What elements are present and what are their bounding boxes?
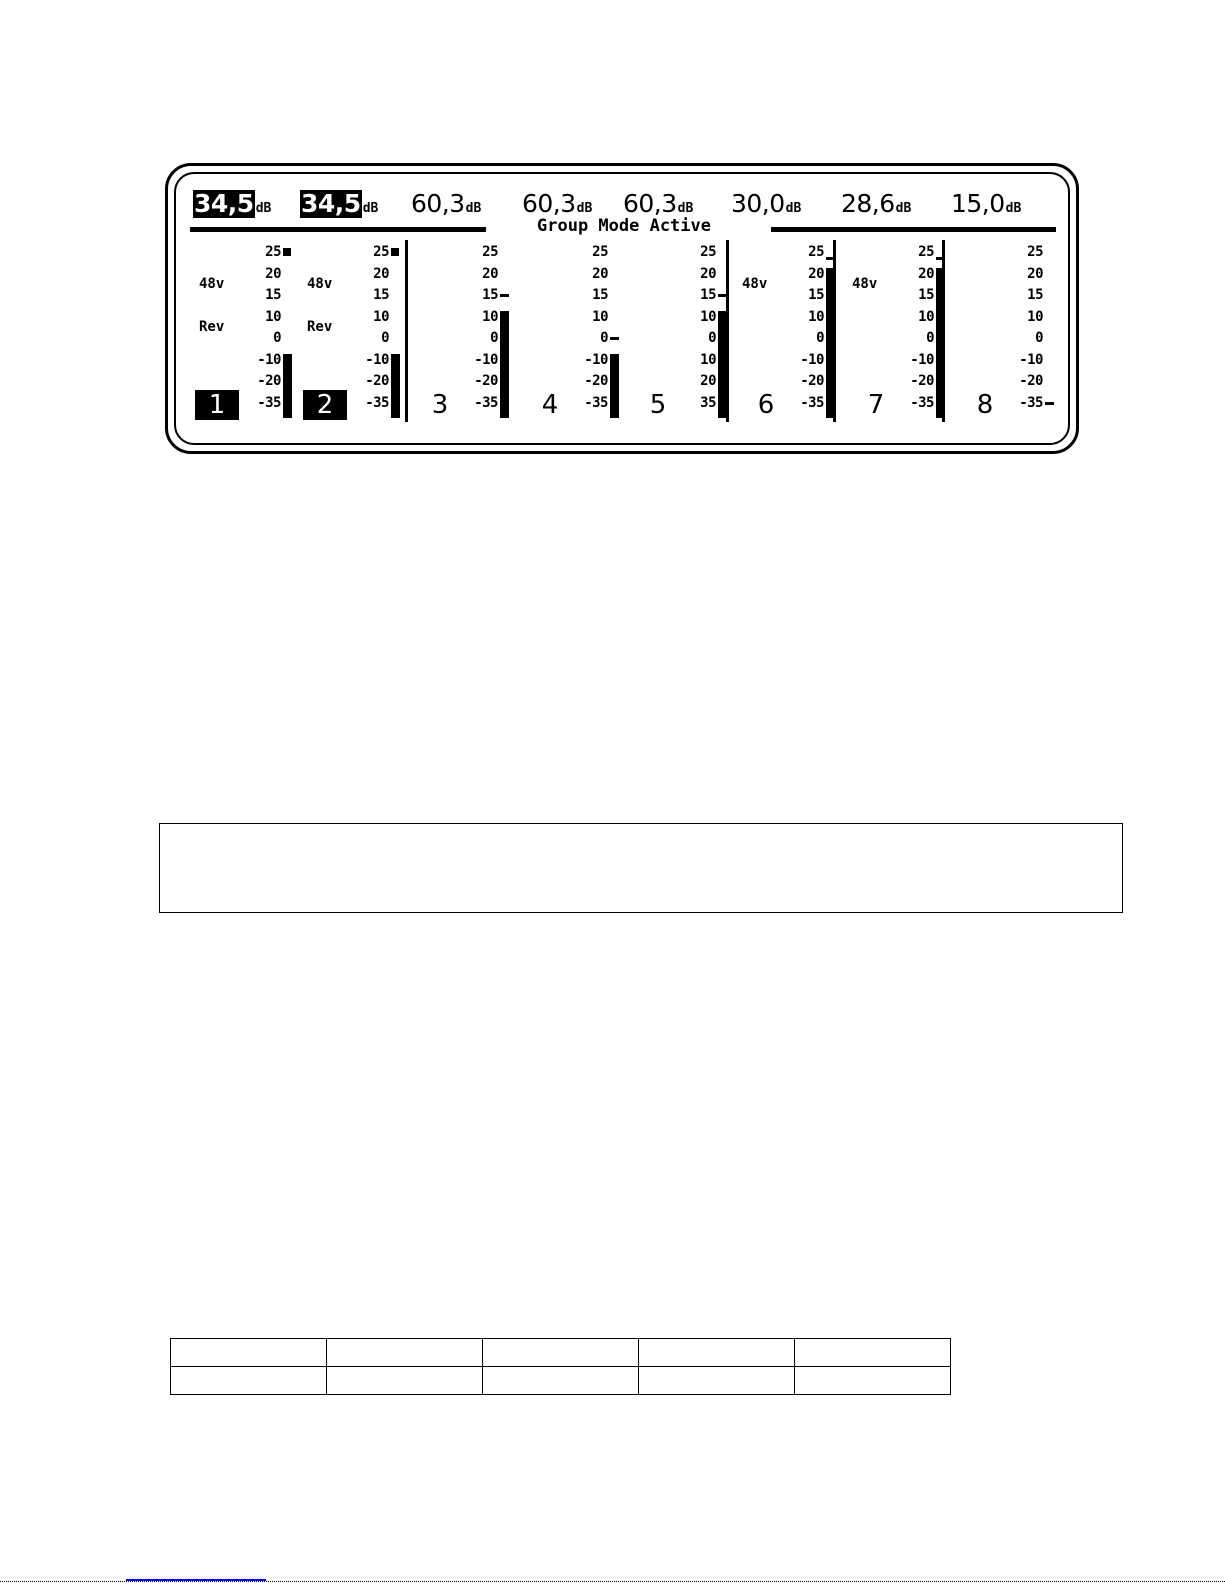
table-cell <box>171 1339 327 1367</box>
table-cell <box>639 1339 795 1367</box>
meter-scale-label: -10 <box>365 351 389 368</box>
channel-strip-3[interactable] <box>410 244 518 422</box>
meter-scale-label: -10 <box>800 351 824 368</box>
meter-scale-label: 20 <box>592 265 608 282</box>
gain-unit: dB <box>677 201 694 216</box>
channel-number[interactable]: 1 <box>195 390 239 420</box>
meter-scale-label: 15 <box>808 287 824 303</box>
gain-row <box>193 190 1057 218</box>
meter-scale-label: 10 <box>918 308 934 325</box>
table-cell <box>795 1339 951 1367</box>
channel-strip-7[interactable] <box>846 244 954 422</box>
meter-scale-label: 0 <box>600 330 608 346</box>
gain-value: 15,0 <box>951 189 1005 218</box>
meter-scale-label: 20 <box>808 265 824 282</box>
channel-group-separator <box>942 240 945 422</box>
meter-scale-label: 10 <box>373 308 389 325</box>
meter-scale-label: 25 <box>700 244 716 260</box>
channel-group-separator <box>405 240 408 422</box>
meter-scale-label: -35 <box>257 394 281 411</box>
channel-number[interactable]: 7 <box>867 390 885 420</box>
gain-unit: dB <box>362 201 379 216</box>
channel-strips <box>193 244 1057 422</box>
meter-scale-label: 20 <box>265 265 281 282</box>
table-row <box>171 1339 951 1367</box>
meter-scale-label: 0 <box>1035 330 1043 346</box>
footnote-link-underline <box>126 1579 266 1581</box>
footnote-separator <box>0 1581 1225 1582</box>
meter-scale-label: 15 <box>482 287 498 303</box>
gain-unit: dB <box>895 201 912 216</box>
channel-strip-6[interactable] <box>736 244 844 422</box>
level-meter-bar <box>391 354 400 419</box>
channel-gain-5 <box>623 190 693 218</box>
channel-number[interactable]: 8 <box>976 390 994 420</box>
channel-group-separator <box>833 240 836 422</box>
peak-hold-marker <box>500 294 509 297</box>
gain-unit: dB <box>576 201 593 216</box>
meter-scale-label: -10 <box>1019 351 1043 368</box>
meter-scale-label: 10 <box>1027 308 1043 325</box>
group-mode-status: Group Mode Active <box>537 216 711 236</box>
meter-scale-label: 15 <box>373 287 389 303</box>
channel-strip-8[interactable] <box>955 244 1063 422</box>
meter-scale-label: 10 <box>700 308 716 325</box>
channel-gain-3 <box>411 190 481 218</box>
meter-scale-label: 20 <box>1027 265 1043 282</box>
meter-scale-label: 25 <box>592 244 608 260</box>
meter-scale-label: -10 <box>257 351 281 368</box>
phantom-power-indicator: 48v <box>852 276 878 292</box>
meter-scale-label: -35 <box>365 394 389 411</box>
gain-value: 60,3 <box>623 189 677 218</box>
phantom-power-indicator: 48v <box>742 276 768 292</box>
gain-value: 30,0 <box>731 189 785 218</box>
table-cell <box>483 1367 639 1395</box>
meter-scale-label: -20 <box>474 373 498 389</box>
channel-strip-2[interactable] <box>301 244 409 422</box>
meter-scale-label: 20 <box>700 265 716 282</box>
channel-number[interactable]: 2 <box>303 390 347 420</box>
table-cell <box>327 1367 483 1395</box>
meter-scale-label: 15 <box>592 287 608 303</box>
level-meter-bar <box>500 311 509 419</box>
meter-scale-label: -20 <box>365 373 389 389</box>
meter-scale-label: -20 <box>910 373 934 389</box>
meter-scale-label: 20 <box>700 373 716 389</box>
reverb-indicator: Rev <box>307 319 333 335</box>
meter-scale-label: -35 <box>910 394 934 411</box>
meter-scale-label: -20 <box>257 373 281 389</box>
meter-scale-label: 10 <box>592 308 608 325</box>
level-meter-bar <box>283 354 292 419</box>
meter-scale-label: 25 <box>265 244 281 260</box>
channel-number[interactable]: 6 <box>757 390 775 420</box>
channel-gain-2 <box>300 190 378 218</box>
channel-strip-4[interactable] <box>520 244 628 422</box>
channel-gain-8 <box>951 190 1021 218</box>
meter-scale-label: 20 <box>918 265 934 282</box>
meter-scale-label: -35 <box>800 394 824 411</box>
channel-gain-7 <box>841 190 911 218</box>
meter-scale-label: 10 <box>700 351 716 368</box>
gain-value: 60,3 <box>522 189 576 218</box>
phantom-power-indicator: 48v <box>307 276 333 292</box>
phantom-power-indicator: 48v <box>199 276 225 292</box>
channel-strip-5[interactable] <box>628 244 736 422</box>
channel-number[interactable]: 3 <box>431 390 449 420</box>
meter-scale-label: -35 <box>474 394 498 411</box>
table-cell <box>171 1367 327 1395</box>
channel-gain-6 <box>731 190 801 218</box>
empty-table <box>170 1338 951 1395</box>
table-cell <box>795 1367 951 1395</box>
channel-group-separator <box>726 240 729 422</box>
meter-scale-label: 0 <box>381 330 389 346</box>
meter-scale-label: -10 <box>910 351 934 368</box>
meter-scale-label: -20 <box>584 373 608 389</box>
meter-scale-label: 20 <box>482 265 498 282</box>
peak-hold-marker <box>283 248 291 256</box>
meter-scale-label: 15 <box>1027 287 1043 303</box>
channel-number[interactable]: 5 <box>649 390 667 420</box>
table-cell <box>327 1339 483 1367</box>
meter-scale-label: -35 <box>1019 394 1043 411</box>
meter-scale-label: 35 <box>700 394 716 411</box>
meter-scale-label: 0 <box>816 330 824 346</box>
meter-scale-label: 15 <box>265 287 281 303</box>
meter-scale-label: 25 <box>918 244 934 260</box>
level-meter-bar <box>610 354 619 419</box>
gain-value: 34,5 <box>194 189 254 218</box>
meter-scale-label: 20 <box>373 265 389 282</box>
table-row <box>171 1367 951 1395</box>
gain-value: 28,6 <box>841 189 895 218</box>
meter-scale-label: -20 <box>800 373 824 389</box>
table-cell <box>483 1339 639 1367</box>
gain-unit: dB <box>465 201 482 216</box>
meter-scale-label: 25 <box>482 244 498 260</box>
channel-strip-1[interactable] <box>193 244 301 422</box>
empty-text-box <box>159 823 1123 913</box>
gain-unit: dB <box>1005 201 1022 216</box>
meter-scale-label: 25 <box>373 244 389 260</box>
gain-value: 34,5 <box>301 189 361 218</box>
meter-scale-label: 15 <box>700 287 716 303</box>
meter-scale-label: 0 <box>273 330 281 346</box>
table-cell <box>639 1367 795 1395</box>
meter-scale-label: 25 <box>1027 244 1043 260</box>
channel-number[interactable]: 4 <box>541 390 559 420</box>
channel-gain-1 <box>193 190 271 218</box>
peak-hold-marker <box>1045 402 1054 405</box>
gain-unit: dB <box>785 201 802 216</box>
peak-hold-marker <box>610 337 619 340</box>
reverb-indicator: Rev <box>199 319 225 335</box>
channel-gain-4 <box>522 190 592 218</box>
status-rule-right <box>771 227 1056 232</box>
meter-scale-label: 10 <box>482 308 498 325</box>
meter-scale-label: 15 <box>918 287 934 303</box>
meter-scale-label: 0 <box>708 330 716 346</box>
meter-scale-label: 25 <box>808 244 824 260</box>
gain-unit: dB <box>255 201 272 216</box>
meter-scale-label: 0 <box>926 330 934 346</box>
meter-scale-label: -35 <box>584 394 608 411</box>
gain-value: 60,3 <box>411 189 465 218</box>
meter-scale-label: -10 <box>474 351 498 368</box>
meter-scale-label: 10 <box>808 308 824 325</box>
meter-scale-label: -10 <box>584 351 608 368</box>
peak-hold-marker <box>391 248 399 256</box>
meter-scale-label: 10 <box>265 308 281 325</box>
meter-scale-label: -20 <box>1019 373 1043 389</box>
status-rule-left <box>190 227 486 232</box>
meter-scale-label: 0 <box>490 330 498 346</box>
